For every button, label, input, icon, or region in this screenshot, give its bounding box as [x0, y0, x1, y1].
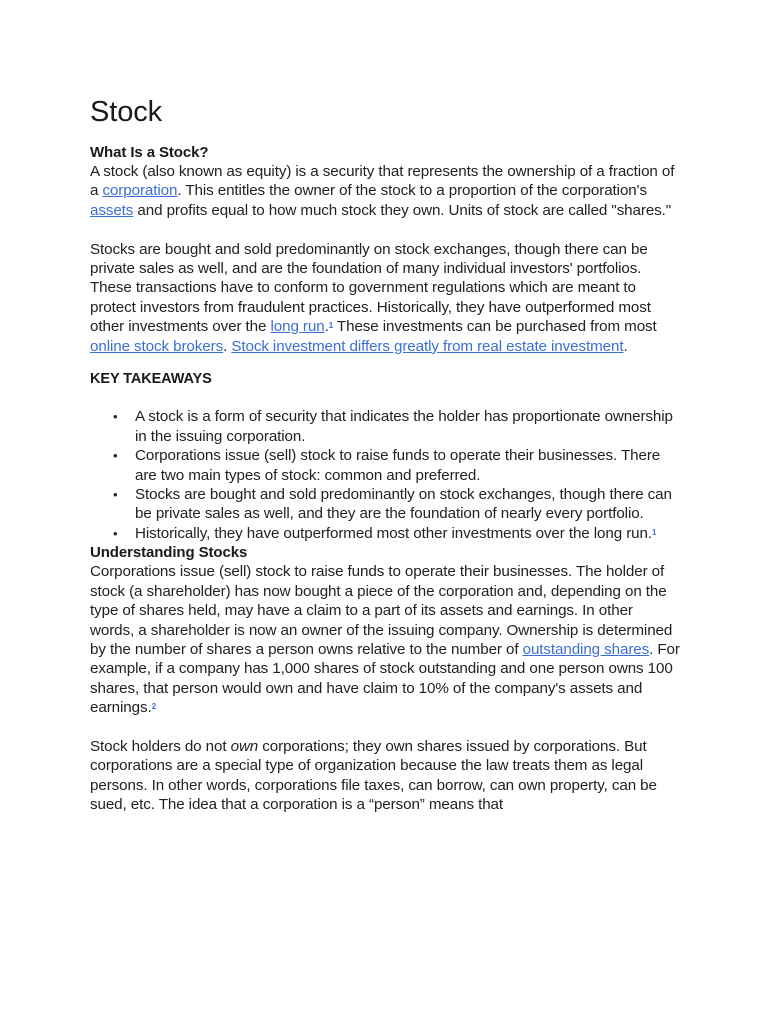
footnote-ref[interactable]: 2 [151, 702, 156, 712]
list-item: • A stock is a form of security that indicates the holder has proportionate ownership in the issuing corporation. [135, 407, 680, 446]
list-item: • Historically, they have outperformed most other investments over the long run.$^1$ [135, 524, 680, 543]
paragraph-exchanges: Stocks are bought and sold predominantly on stock exchanges, though there can be private sales as well, and are the foundation of many individual investors' portfolios. These transactions have to conform to government regulations which are meant to protect investors from fraudulent practices. Historically, they have outperformed most other investments over the long run.$^1$ These investments can be purchased from most online stock brokers. Stock investment differs greatly from real estate investment. [90, 240, 657, 355]
footnote-ref[interactable]: 1 [328, 321, 334, 331]
link-stock-vs-real-estate[interactable]: Stock investment differs greatly from real estate investment [231, 337, 624, 355]
page-title: Stock [90, 96, 163, 128]
takeaways-list [90, 407, 680, 543]
document-page [90, 95, 680, 815]
paragraph-definition: A stock (also known as equity) is a security that represents the ownership of a fraction of a corporation. This entitles the owner of the stock to a proportion of the corporation's assets and profits equal to how much stock they own. Units of stock are called "shares." [90, 163, 675, 219]
list-item: • Stocks are bought and sold predominantly on stock exchanges, though there can be private sales as well, and they are the foundation of nearly every portfolio. [135, 485, 680, 524]
link-long-run[interactable]: long run [270, 318, 325, 336]
link-online-stock-brokers[interactable]: online stock brokers [90, 337, 224, 355]
paragraph-ownership: Corporations issue (sell) stock to raise funds to operate their businesses. The holder of stock (a shareholder) has now bought a piece of the corporation and, depending on the type of shares held, may have a claim to a part of its assets and earnings. In other words, a shareholder is now an owner of the issuing company. Ownership is determined by the number of shares a person owns relative to the number of outstanding shares. For example, if a company has 1,000 shares of stock outstanding and one person owns 100 shares, that person would own and have claim to 10% of the company's assets and earnings.$^2$ [90, 563, 680, 717]
list-item: • Corporations issue (sell) stock to raise funds to operate their businesses. There are two main types of stock: common and preferred. [135, 446, 680, 485]
link-outstanding-shares[interactable]: outstanding shares [522, 640, 650, 658]
paragraph-legal-persons: Stock holders do not own corporations; they own shares issued by corporations. But corporations are a special type of organization because the law treats them as legal persons. In other words, corporations file taxes, can borrow, can own property, can be sued, etc. The idea that a corporation is a “person” means that [90, 737, 657, 814]
link-assets[interactable]: assets [90, 201, 134, 219]
footnote-ref[interactable]: 1 [651, 527, 657, 537]
section-heading-understanding-stocks: Understanding Stocks [90, 544, 248, 562]
section-heading-what-is-stock: What Is a Stock? [90, 144, 209, 161]
link-corporation[interactable]: corporation [102, 182, 178, 200]
key-takeaways-heading: KEY TAKEAWAYS [90, 371, 212, 388]
